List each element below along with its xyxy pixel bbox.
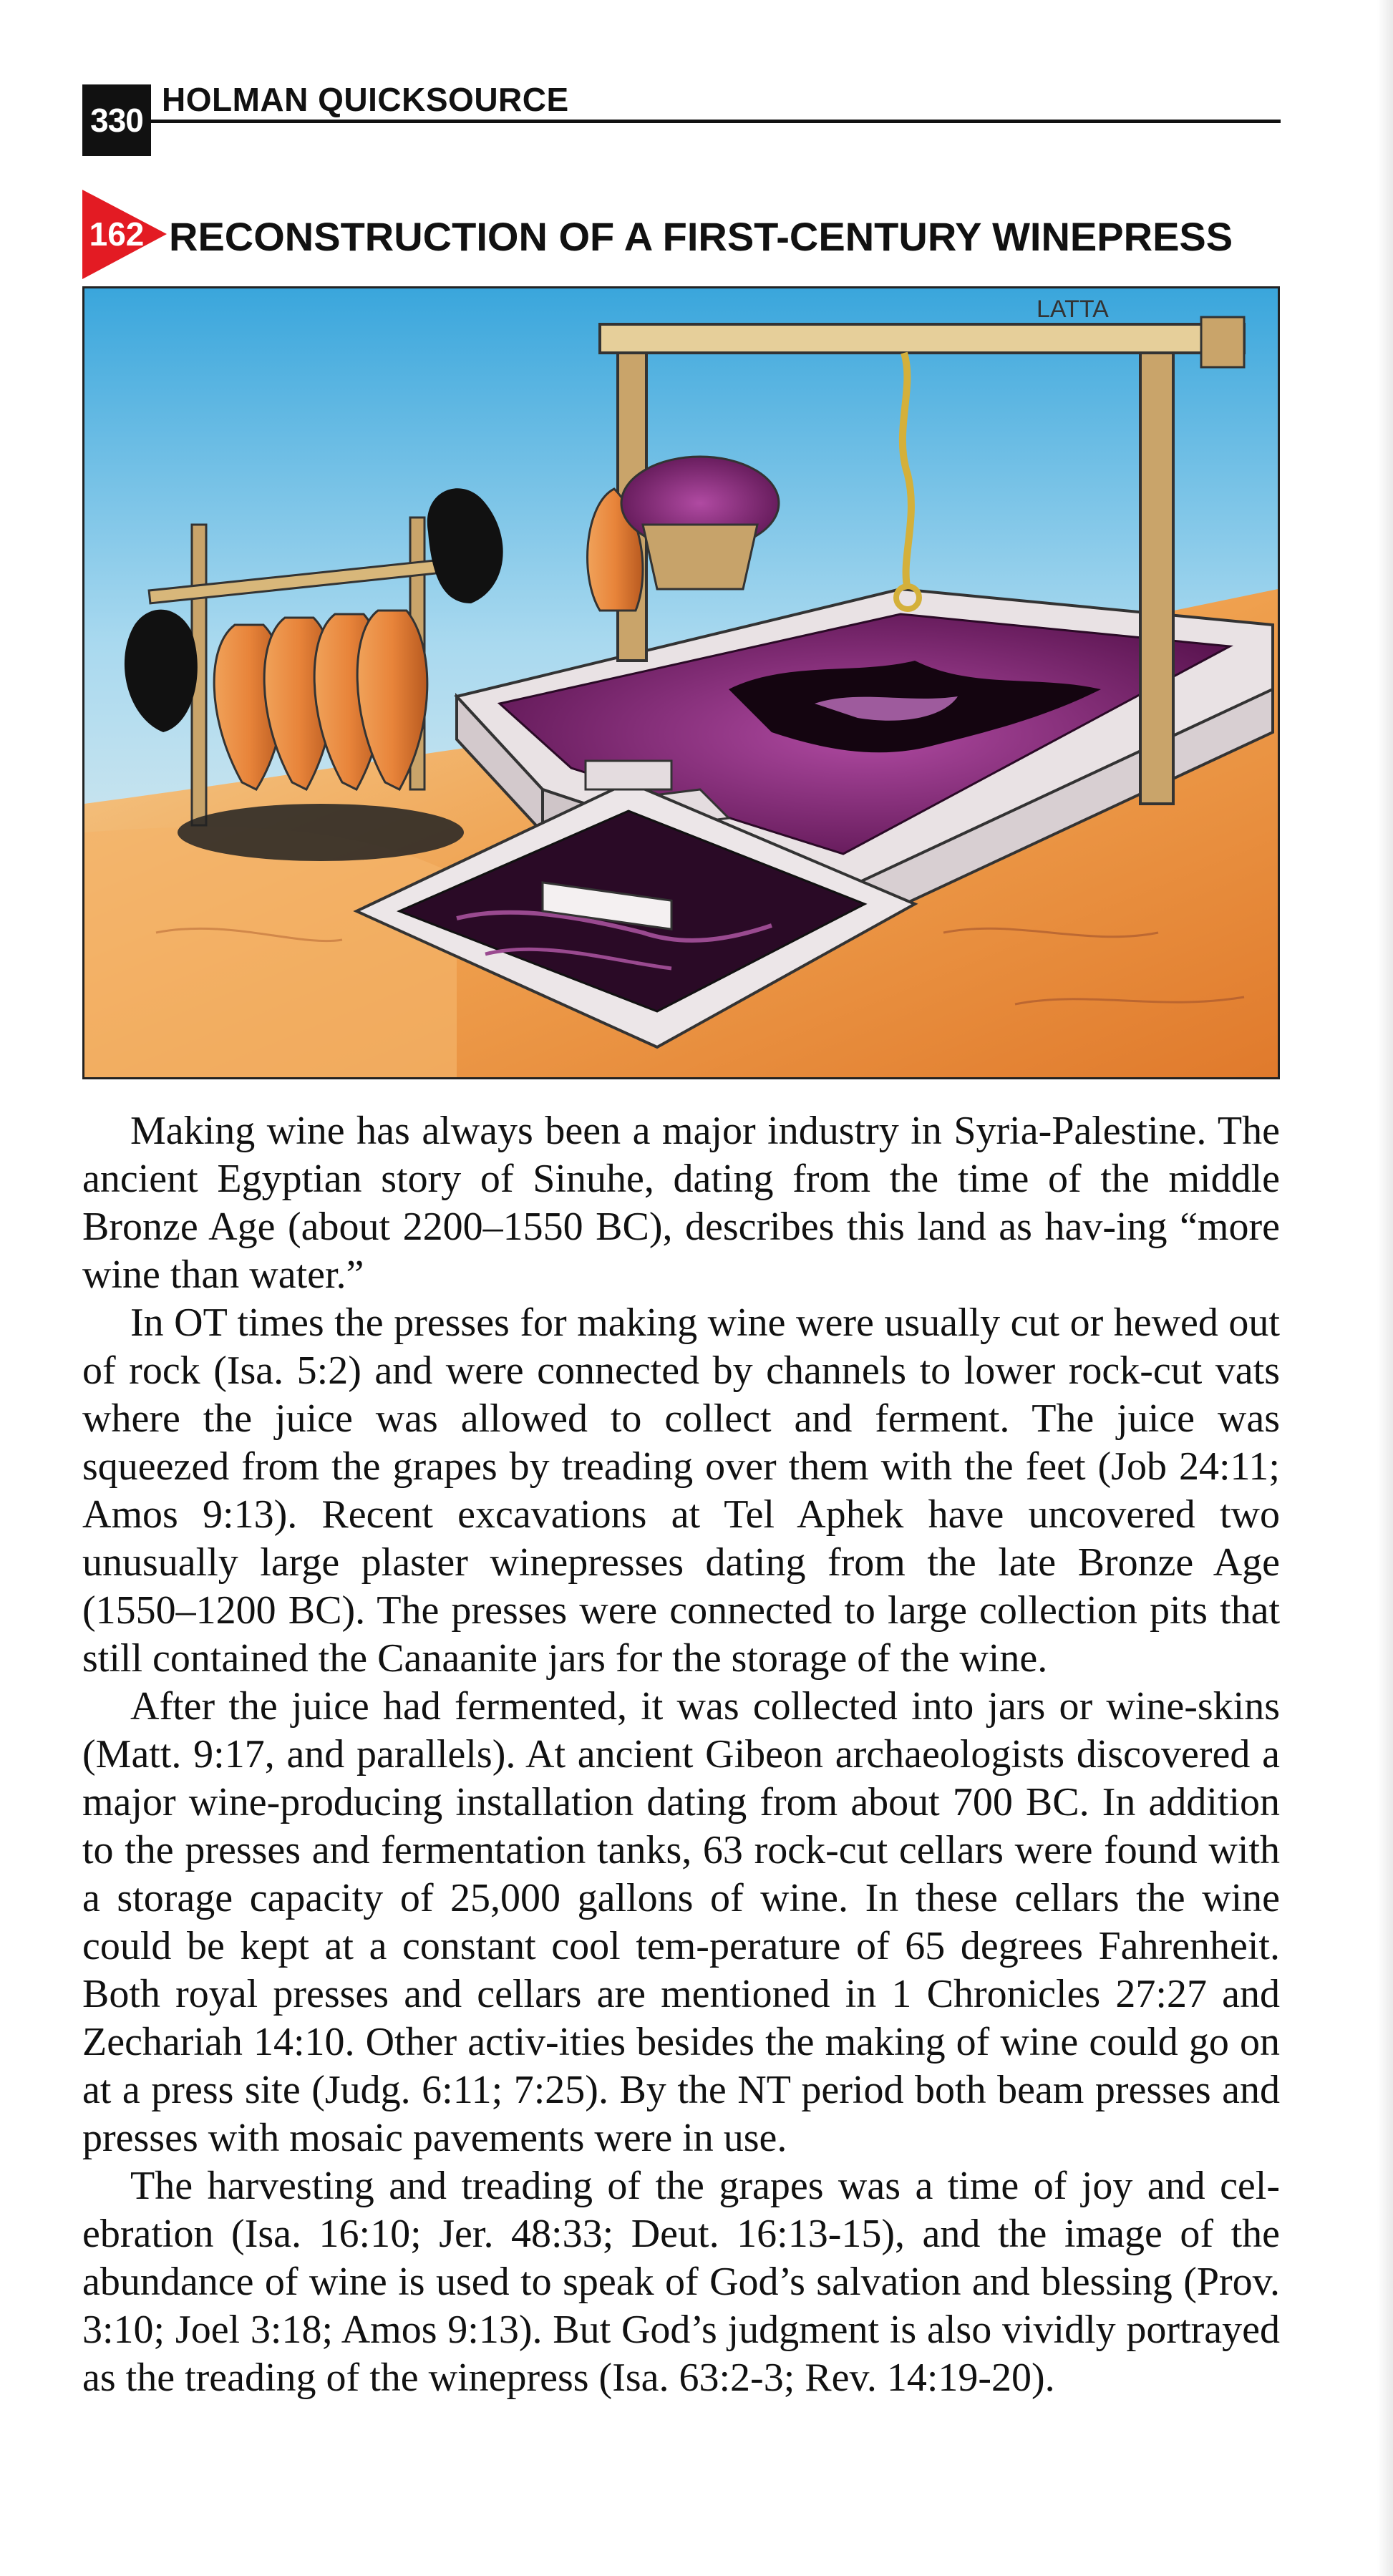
section-title: RECONSTRUCTION OF A FIRST-CENTURY WINEPRESS bbox=[169, 214, 1233, 259]
running-title: HOLMAN QUICKSOURCE bbox=[162, 81, 569, 118]
artist-signature: LATTA bbox=[1037, 296, 1109, 323]
paragraph-2: In OT times the presses for making wine were usually cut or hewed out of rock (Isa. 5:2) and were connected by channels to lower rock-cut vats where the juice was allowed to collect and ferment. The juice was squeezed from the grapes by treading over them with the feet (Job 24:11; Amos 9:13). Recent excavations at Tel Aphek have uncovered two unusually large plaster winepresses dating from the late Bronze Age (1550–1200 BC). The presses were connected to large collection pits that still contained the Canaanite jars for the storage of the wine. bbox=[82, 1301, 1280, 1681]
winepress-illustration bbox=[82, 286, 1280, 1079]
winepress-drawing bbox=[84, 288, 1278, 1077]
article-body bbox=[82, 1107, 1280, 2402]
section-number-badge bbox=[82, 190, 168, 279]
paragraph-3: After the juice had fermented, it was collected into jars or wine-skins (Matt. 9:17, and parallels). At ancient Gibeon archaeologists discovered a major wine-producing installation dating from about 700 BC. In addition to the presses and fermentation tanks, 63 rock-cut cellars were found with a storage capacity of 25,000 gallons of wine. In these cellars the wine could be kept at a constant cool tem-perature of 65 degrees Fahrenheit. Both royal presses and cellars are mentioned in 1 Chronicles 27:27 and Zechariah 14:10. Other activ-ities besides the making of wine could go on at a press site (Judg. 6:11; 7:25). By the NT period both beam presses and presses with mosaic pavements were in use. bbox=[82, 1684, 1280, 2160]
page-number: 330 bbox=[82, 84, 151, 156]
section-number: 162 bbox=[89, 215, 145, 253]
paragraph-1: Making wine has always been a major industry in Syria-Palestine. The ancient Egyptian story of Sinuhe, dating from the time of the middle Bronze Age (about 2200–1550 BC), describes this land as hav-ing “more wine than water.” bbox=[82, 1109, 1280, 1297]
header-rule bbox=[151, 120, 1281, 123]
paragraph-4: The harvesting and treading of the grapes was a time of joy and cel-ebration (Isa. 16:10; Jer. 48:33; Deut. 16:13-15), and the image of the abundance of wine is used to speak of God’s salvation and blessing (Prov. 3:10; Joel 3:18; Amos 9:13). But God’s judgment is also vividly portrayed as the treading of the winepress (Isa. 63:2-3; Rev. 14:19-20). bbox=[82, 2164, 1280, 2400]
page-edge-shadow bbox=[1377, 0, 1393, 2576]
